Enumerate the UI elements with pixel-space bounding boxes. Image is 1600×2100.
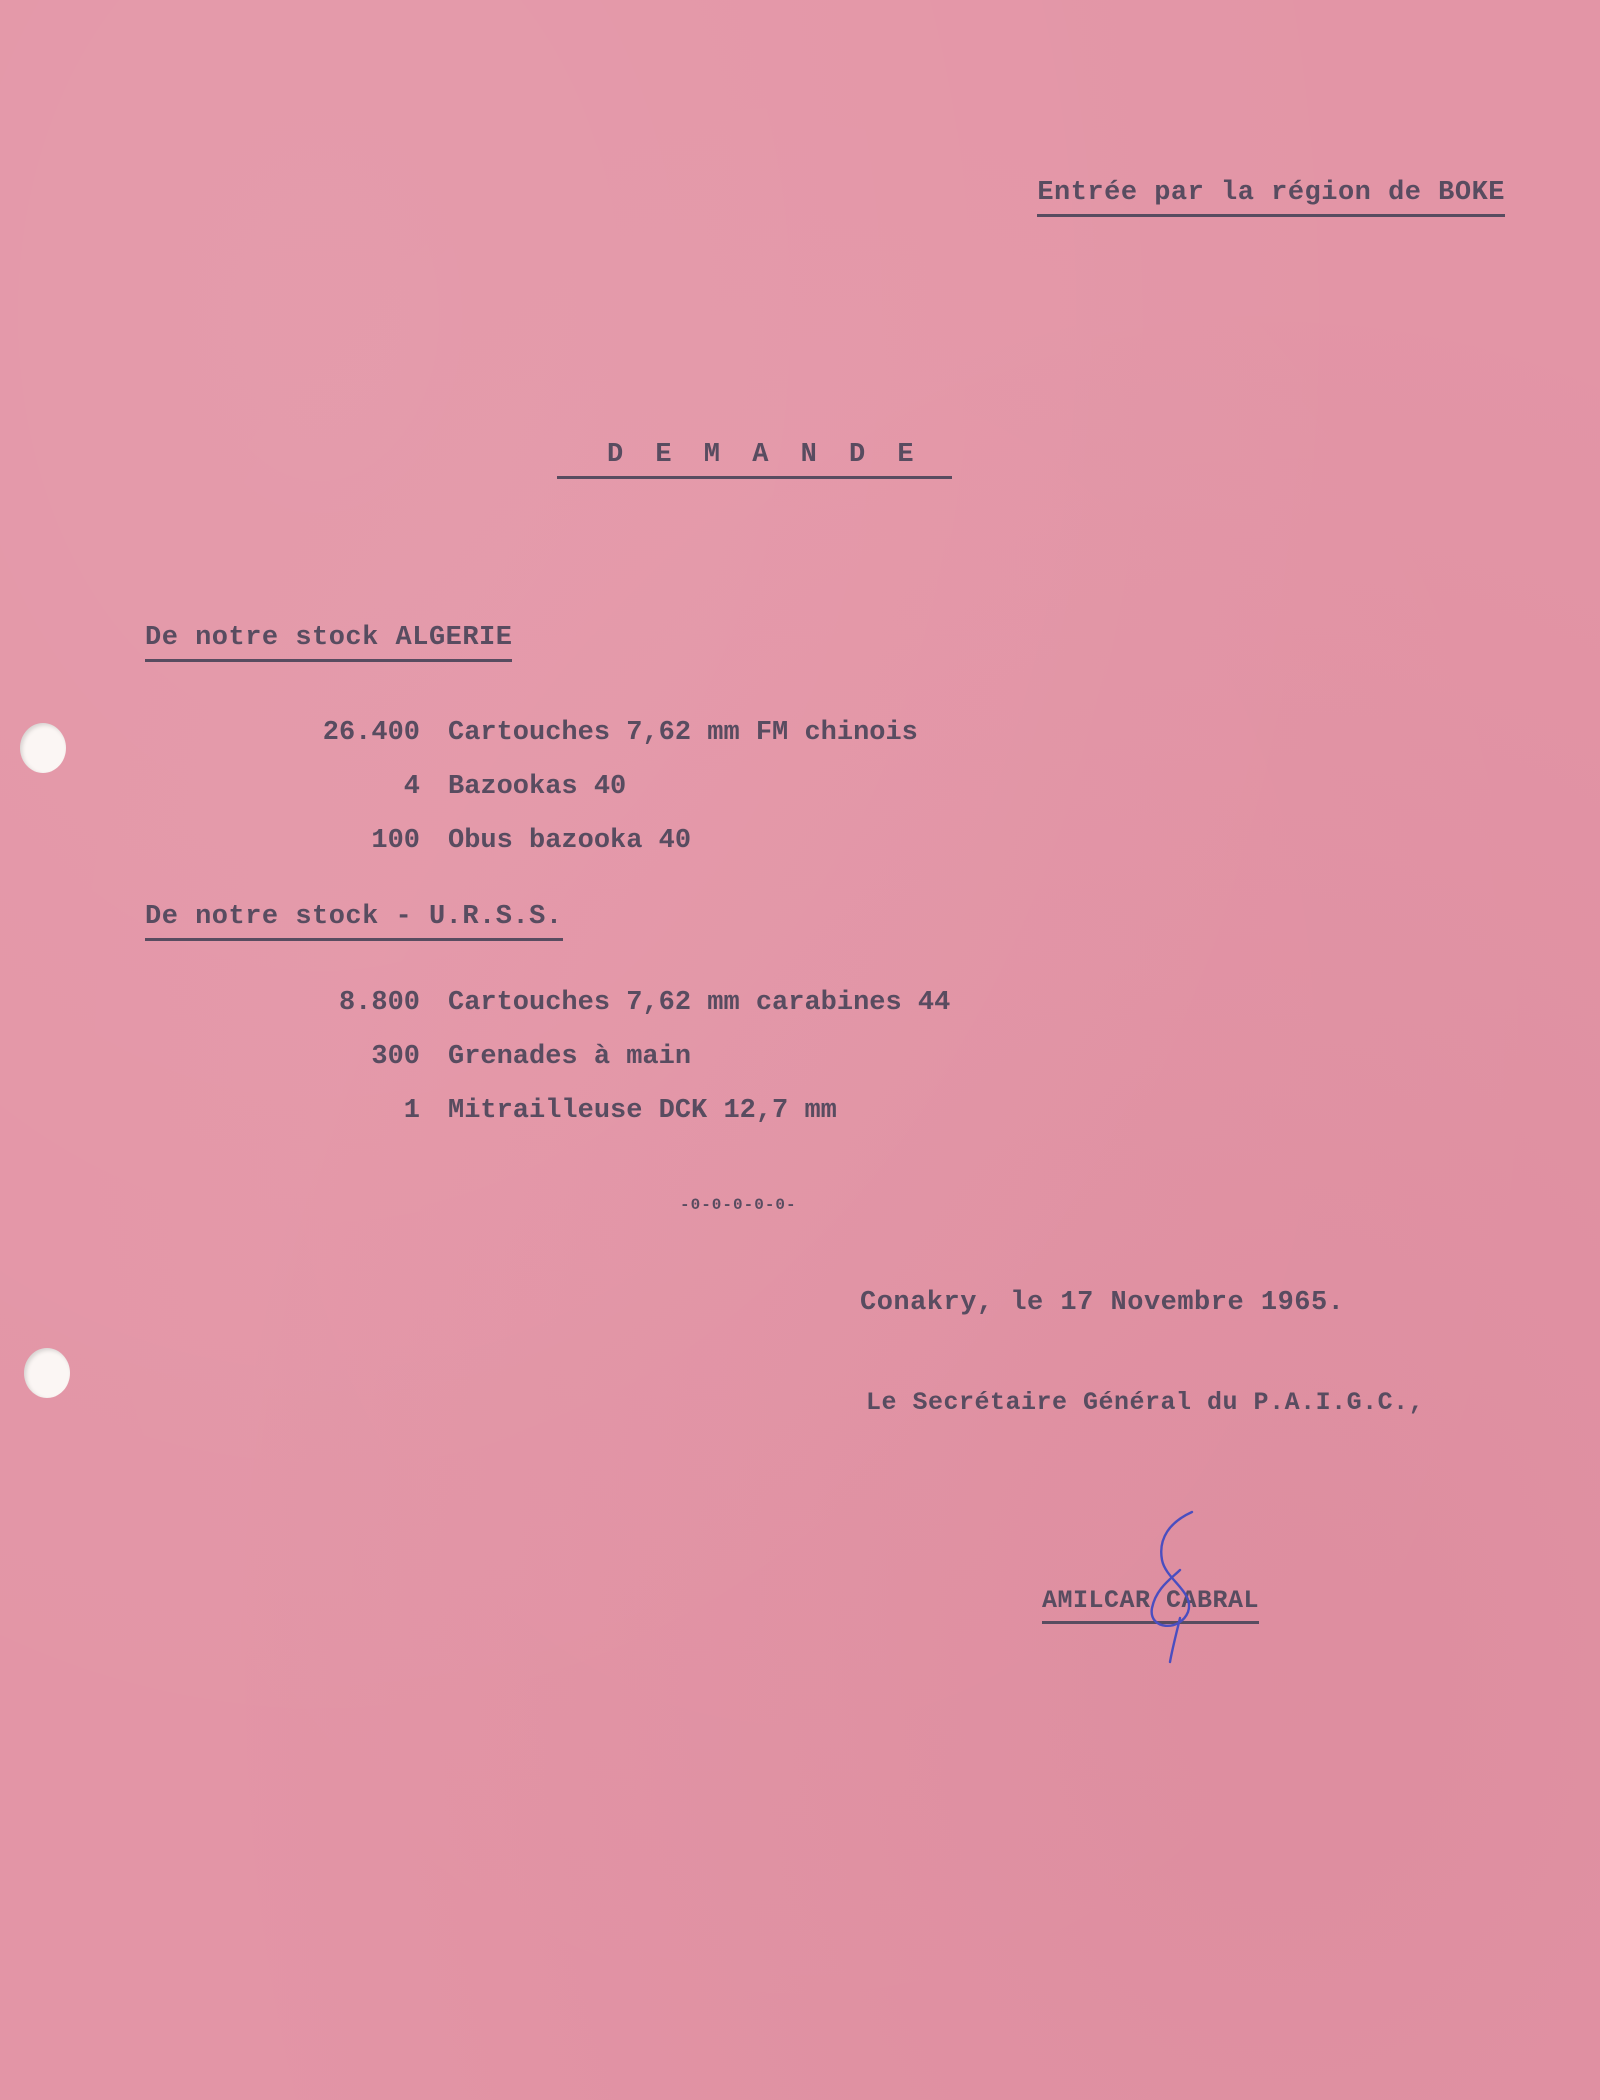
- item-quantity: 8.800: [338, 988, 420, 1018]
- item-quantity: 26.400: [322, 718, 420, 748]
- list-item: [300, 988, 1100, 1028]
- item-quantity: 100: [371, 826, 420, 856]
- item-description: Cartouches 7,62 mm FM chinois: [448, 718, 918, 748]
- place-date: Conakry, le 17 Novembre 1965.: [860, 1288, 1345, 1318]
- document-title: D E M A N D E: [557, 440, 952, 479]
- list-item: [300, 772, 1100, 812]
- punch-hole-bottom: [24, 1348, 70, 1398]
- separator: -0-0-0-0-0-: [680, 1196, 797, 1214]
- item-description: Bazookas 40: [448, 772, 627, 802]
- punch-hole-top: [20, 723, 66, 773]
- list-item: [300, 718, 1100, 758]
- item-quantity: 4: [403, 772, 420, 802]
- list-item: [300, 1042, 1100, 1082]
- section-heading-algerie: De notre stock ALGERIE: [145, 623, 512, 662]
- item-description: Mitrailleuse DCK 12,7 mm: [448, 1096, 837, 1126]
- item-quantity: 300: [371, 1042, 420, 1072]
- section-heading-urss: De notre stock - U.R.S.S.: [145, 902, 563, 941]
- item-description: Grenades à main: [448, 1042, 692, 1072]
- list-item: [300, 826, 1100, 866]
- entry-note: Entrée par la région de BOKE: [1037, 178, 1505, 217]
- item-description: Obus bazooka 40: [448, 826, 692, 856]
- signatory-title: Le Secrétaire Général du P.A.I.G.C.,: [866, 1388, 1425, 1417]
- signatory-name: AMILCAR CABRAL: [1042, 1586, 1259, 1624]
- list-item: [300, 1096, 1100, 1136]
- item-quantity: 1: [403, 1096, 420, 1126]
- item-description: Cartouches 7,62 mm carabines 44: [448, 988, 951, 1018]
- signature-icon: [1100, 1500, 1220, 1670]
